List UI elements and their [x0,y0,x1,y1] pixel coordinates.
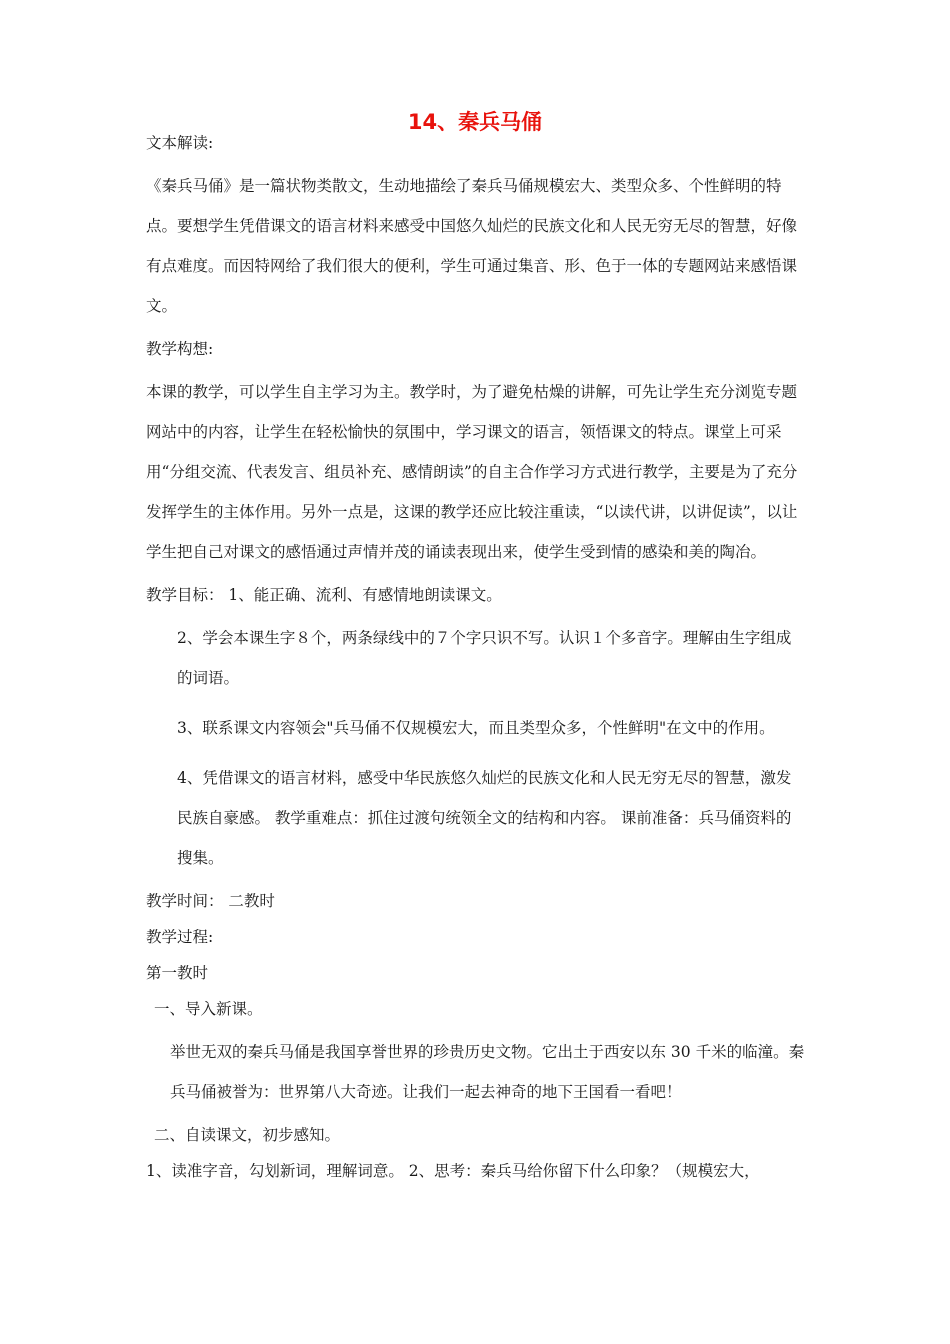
teaching-goals-line: 教学目标： 1、能正确、流利、有感情地朗读课文。 [146,586,502,604]
teaching-goal-3: 3、联系课文内容领会"兵马俑不仅规模宏大，而且类型众多，个性鲜明"在文中的作用。 [177,719,775,737]
teaching-goal-4: 4、凭借课文的语言材料，感受中华民族悠久灿烂的民族文化和人民无穷无尽的智慧，激发民族自豪感。 教学重难点：抓住过渡句统领全文的结构和内容。 课前准备：兵马俑资料的搜集。 [177,769,792,867]
document-title: 14、秦兵马俑 [407,110,543,134]
lesson-one-heading: 第一教时 [146,964,209,982]
step-one-heading: 一、导入新课。 [154,1000,263,1018]
text-reading-paragraph: 《秦兵马俑》是一篇状物类散文，生动地描绘了秦兵马俑规模宏大、类型众多、个性鲜明的特点。要想学生凭借课文的语言材料来感受中国悠久灿烂的民族文化和人民无穷无尽的智慧，好像有点难度。而因特网给了我们很大的便利，学生可通过集音、形、色于一体的专题网站来感悟课文。 [146,177,798,315]
teaching-idea-heading: 教学构想: [146,340,214,358]
teaching-time: 教学时间： 二教时 [146,892,275,910]
step-two-heading: 二、自读课文，初步感知。 [154,1126,341,1144]
step-two-paragraph: 1、读准字音，勾划新词，理解词意。 2、思考：秦兵马给你留下什么印象？（规模宏大， [146,1162,760,1180]
teaching-goal-2: 2、学会本课生字８个，两条绿线中的７个字只识不写。认识１个多音字。理解由生字组成的词语。 [177,629,792,687]
step-one-paragraph: 举世无双的秦兵马俑是我国享誉世界的珍贵历史文物。它出土于西安以东 30 千米的临潼。秦兵马俑被誉为：世界第八大奇迹。让我们一起去神奇的地下王国看一看吧！ [170,1043,805,1101]
text-reading-heading: 文本解读: [146,134,214,152]
teaching-idea-paragraph: 本课的教学，可以学生自主学习为主。教学时，为了避免枯燥的讲解，可先让学生充分浏览专题网站中的内容，让学生在轻松愉快的氛围中，学习课文的语言，领悟课文的特点。课堂上可采用“分组交流、代表发言、组员补充、感情朗读”的自主合作学习方式进行教学，主要是为了充分发挥学生的主体作用。另外一点是，这课的教学还应比较注重读，“以读代讲，以讲促读”，以让学生把自己对课文的感悟通过声情并茂的诵读表现出来，使学生受到情的感染和美的陶冶。 [146,383,798,561]
teaching-process-heading: 教学过程: [146,928,214,946]
document-body [146,130,806,1184]
